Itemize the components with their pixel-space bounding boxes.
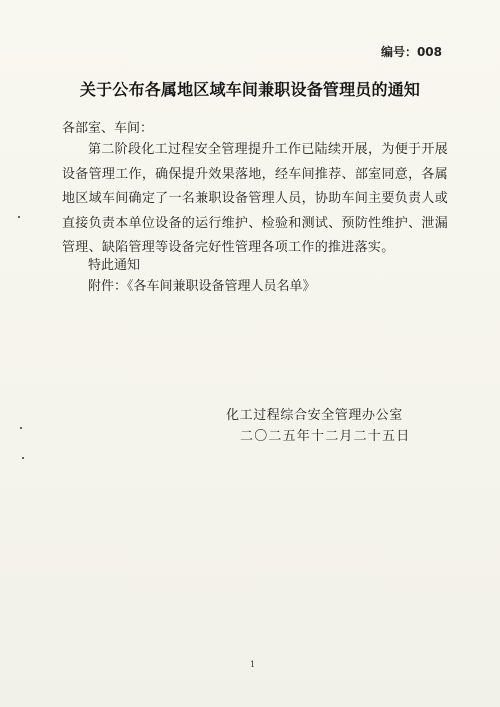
document-title: 关于公布各属地区域车间兼职设备管理员的通知 <box>79 80 421 99</box>
issue-date: 二〇二五年十二月二十五日 <box>240 429 411 444</box>
page-number: 1 <box>250 660 256 669</box>
body-paragraph: 第二阶段化工过程安全管理提升工作已陆续开展，为便于开展设备管理工作，确保提升效果落地，经车间推荐、部室同意，各属地区域车间确定了一名兼职设备管理人员，协助车间主要负责人或直接负责本单位设备的运行维护、检验和测试、预防性维护、泄漏管理、缺陷管理等设备完好性管理各项工作的推进落实。 <box>62 142 448 255</box>
salutation: 各部室、车间： <box>62 121 154 136</box>
scan-speck <box>20 427 22 429</box>
document-number: 编号：008 <box>380 45 442 59</box>
attachment-line: 附件：《各车间兼职设备管理人员名单》 <box>88 279 316 294</box>
issuer-name: 化工过程综合安全管理办公室 <box>226 408 403 423</box>
scan-speck <box>18 216 20 218</box>
scan-speck <box>22 457 24 459</box>
closing-line: 特此通知 <box>88 258 141 273</box>
